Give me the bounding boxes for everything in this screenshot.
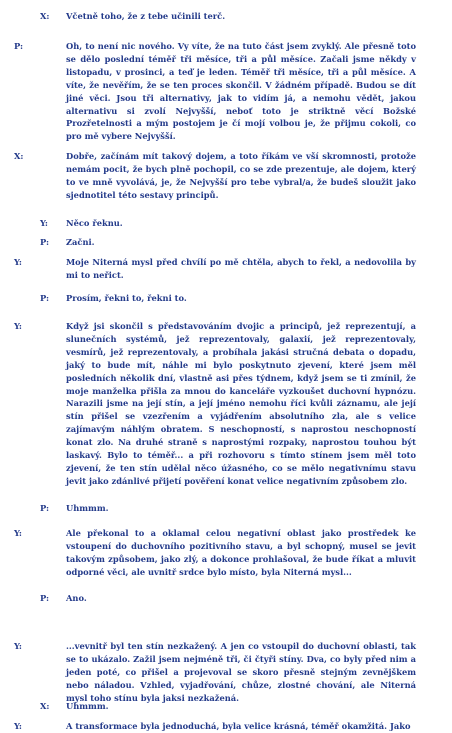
dialogue-text: Prosím, řekni to, řekni to.: [66, 293, 187, 303]
dialogue-paragraph: [40, 592, 416, 605]
speaker-label: Y:: [14, 721, 22, 731]
dialogue-paragraph: [40, 292, 416, 305]
speaker-label: Y:: [14, 321, 22, 331]
speaker-label: P:: [40, 237, 50, 247]
dialogue-text: Uhmmm.: [66, 503, 109, 513]
dialogue-paragraph: [40, 700, 416, 713]
dialogue-text: Začni.: [66, 237, 95, 247]
dialogue-paragraph: [14, 150, 416, 202]
dialogue-paragraph: [14, 256, 416, 282]
speaker-label: Y:: [14, 641, 22, 651]
dialogue-text: Ale překonal to a oklamal celou negativní oblast jako prostředek ke vstoupení do duchovního pozitivního stavu, a byl schopný, musel se jevit takovým způsobem, jako zlý, a dokonce prohlašoval, že bude říkat a mluvit odporné věci, ale uvnitř srdce bylo místo, byla Niterná mysl...: [66, 528, 416, 577]
speaker-label: Y:: [40, 218, 48, 228]
dialogue-text: Včetně toho, že z tebe učinili terč.: [66, 11, 226, 21]
dialogue-paragraph: [14, 527, 416, 579]
speaker-label: X:: [14, 151, 24, 161]
dialogue-text: Oh, to není nic nového. Vy víte, že na tuto část jsem zvyklý. Ale přesně toto se dělo poslední téměř tři měsíce, tři a půl měsíce. Začali jsme někdy v listopadu, v prosinci, a teď je leden. Téměř tři měsíce, tři a půl měsíce. A víte, že nevěřím, že se ten proces skončil. V žádném případě. Budou se dít jiné věci. Jsou tři alternativy, jak to vidím já, a nemohu vědět, jakou alternativu si zvolí Nejvyšší, neboť toto je striktně věcí Božské Prozřetelnosti a mým postojem je čí mojí volbou je, že přijmu cokoli, co pro mě vybere Nejvyšší.: [66, 41, 416, 142]
dialogue-text: ...vevnitř byl ten stín nezkažený. A jen co vstoupil do duchovní oblasti, tak se to ukázalo. Zažil jsem nejméně tři, či čtyři stíny. Dva, co byly před nim a jeden poté, co přišel a projevoval se skoro přesně stejným zevnějškem nebo náladou. Vzhled, vyjadřování, chůze, zlostné chování, ale Niterná mysl toho stínu byla jaksi nezkažená.: [66, 641, 416, 703]
speaker-label: P:: [14, 41, 24, 51]
dialogue-paragraph: [14, 40, 416, 143]
speaker-label: Y:: [14, 528, 22, 538]
speaker-label: P:: [40, 293, 50, 303]
speaker-label: X:: [40, 701, 50, 711]
dialogue-paragraph: [14, 720, 416, 733]
speaker-label: Y:: [14, 257, 22, 267]
dialogue-text: Ano.: [66, 593, 87, 603]
dialogue-paragraph: [14, 320, 416, 488]
dialogue-text: Když jsi skončil s představováním dvojic a principů, jež reprezentují, a slunečních systémů, jež reprezentovaly, galaxií, jež reprezentovaly, vesmírů, jež reprezentovaly, a probíhala jakási stručná debata o dopadu, jaký to bude mít, náhle mi bylo poskytnuto zjevení, které jsem měl posledních několik dní, vlastně asi přes týdnem, když jsem se ti zmínil, že moje manželka přišla za mnou do kanceláře vyzkoušet duchovní hypnózu. Narazili jsme na její stín, a její jméno nemohu říci kvůli záznamu, ale její stín přišel se vzezřením a vyjádřením absolutního zla, ale s velice zajímavým náhlým obratem. S neschopností, s naprostou neschopností konat zlo. Na druhé straně s naprostými rozpaky, naprostou touhou být laskavý. Bylo to téměř... a při rozhovoru s tímto stínem jsem měl toto zjevení, že ten stín udělal něco úžasného, co se mělo negativnímu stavu jevit jako zdánlivé přijetí pověření konat velice negativním způsobem zlo.: [66, 321, 416, 486]
speaker-label: X:: [40, 11, 50, 21]
dialogue-text: Moje Niterná mysl před chvílí po mě chtěla, abych to řekl, a nedovolila by mi to neřict.: [66, 257, 416, 280]
dialogue-text: Dobře, začínám mít takový dojem, a toto říkám ve vší skromnosti, protože nemám pocit, že bych plně pochopil, co se zde prezentuje, ale dojem, který to ve mně vyvolává, je, že Nejvyšší pro tebe vybral/a, že budeš sloužit jako sjednotitel této sestavy principů.: [66, 151, 416, 200]
speaker-label: P:: [40, 503, 50, 513]
dialogue-paragraph: [40, 217, 416, 230]
dialogue-paragraph: [40, 10, 416, 23]
dialogue-text: Něco řeknu.: [66, 218, 123, 228]
dialogue-text: Uhmmm.: [66, 701, 109, 711]
dialogue-text: A transformace byla jednoduchá, byla velice krásná, téměř okamžitá. Jako: [66, 721, 411, 731]
speaker-label: P:: [40, 593, 50, 603]
dialogue-paragraph: [40, 502, 416, 515]
dialogue-paragraph: [40, 236, 416, 249]
dialogue-paragraph: [14, 640, 416, 705]
